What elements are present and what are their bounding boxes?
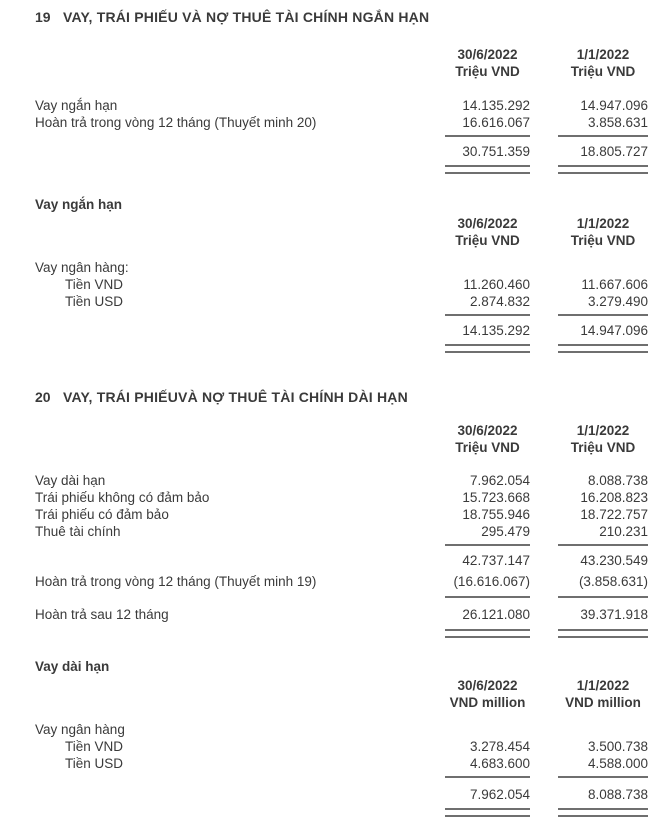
subsection-title-row — [35, 658, 648, 675]
row-label: Tiền USD — [65, 294, 124, 309]
total-value-col2: 14.947.096 — [580, 323, 648, 338]
row-value-col2: 3.279.490 — [587, 294, 648, 309]
column-date: 1/1/2022 — [576, 47, 630, 62]
table-row — [35, 276, 648, 293]
row-label: Trái phiếu không có đảm bảo — [35, 490, 210, 505]
table-row — [35, 523, 648, 540]
section-title: VAY, TRÁI PHIẾUVÀ NỢ THUÊ TÀI CHÍNH DÀI HẠN — [63, 389, 408, 405]
total-value-col2: 39.371.918 — [580, 607, 648, 622]
row-value-col2: 11.667.606 — [581, 277, 648, 292]
group-label: Vay ngân hàng: — [35, 260, 129, 275]
total-value-col1: 7.962.054 — [469, 787, 530, 802]
group-label-row — [35, 259, 648, 276]
table-row — [35, 293, 648, 310]
double-rule — [35, 629, 648, 638]
table-row — [35, 738, 648, 755]
single-rule — [35, 776, 648, 778]
row-value-col2: (3.858.631) — [578, 574, 648, 589]
row-label: Tiền VND — [65, 739, 124, 754]
single-rule — [35, 135, 648, 137]
row-value-col1: 3.278.454 — [469, 739, 530, 754]
double-rule — [35, 344, 648, 353]
column-date: 1/1/2022 — [576, 423, 630, 438]
row-value-col2: 3.500.738 — [587, 739, 648, 754]
row-value-col2: 14.947.096 — [580, 98, 648, 113]
column-unit: VND million — [449, 695, 526, 710]
subtotal-row — [35, 552, 648, 569]
row-value-col1: 16.616.067 — [462, 115, 530, 130]
row-value-col1: 15.723.668 — [462, 490, 530, 505]
row-value-col2: 3.858.631 — [587, 115, 648, 130]
table-row — [35, 755, 648, 772]
subsection-title-row — [35, 196, 648, 213]
column-unit: Triệu VND — [455, 440, 520, 455]
row-value-col1: 295.479 — [481, 524, 530, 539]
row-label: Trái phiếu có đảm bảo — [35, 507, 169, 522]
column-unit: Triệu VND — [570, 233, 636, 248]
column-unit: Triệu VND — [455, 64, 520, 79]
row-value-col1: 2.874.832 — [469, 294, 530, 309]
subsection-title: Vay ngắn hạn — [35, 197, 123, 212]
column-date: 30/6/2022 — [457, 216, 518, 231]
single-rule — [35, 544, 648, 546]
total-value-col1: 26.121.080 — [462, 607, 530, 622]
single-rule — [35, 314, 648, 316]
row-label: Vay ngắn hạn — [35, 98, 118, 113]
table-row — [35, 573, 648, 590]
column-date: 30/6/2022 — [457, 47, 518, 62]
section-number: 19 — [35, 9, 51, 25]
total-value-col2: 18.805.727 — [580, 144, 648, 159]
subsection-title: Vay dài hạn — [35, 659, 110, 674]
double-rule — [35, 808, 648, 817]
row-value-col2: 16.208.823 — [580, 490, 648, 505]
total-value-col1: 14.135.292 — [462, 323, 530, 338]
row-value-col2: 4.588.000 — [587, 756, 648, 771]
row-value-col2: 210.231 — [599, 524, 648, 539]
row-label: Hoàn trả trong vòng 12 tháng (Thuyết minh 19) — [35, 574, 317, 589]
section-20-header — [35, 388, 648, 406]
column-headers — [35, 677, 648, 711]
table-row — [35, 114, 648, 131]
group-label: Vay ngân hàng — [35, 722, 125, 737]
table-row — [35, 472, 648, 489]
row-value-col1: 18.755.946 — [462, 507, 530, 522]
total-row — [35, 143, 648, 160]
section-19-header — [35, 8, 648, 26]
single-rule — [35, 596, 648, 598]
column-headers — [35, 46, 648, 80]
column-unit: Triệu VND — [455, 233, 520, 248]
column-unit: Triệu VND — [570, 64, 636, 79]
row-value-col1: 11.260.460 — [463, 277, 530, 292]
column-headers — [35, 422, 648, 456]
group-label-row — [35, 721, 648, 738]
table-row — [35, 97, 648, 114]
subtotal-value-col2: 43.230.549 — [580, 553, 648, 568]
row-label: Hoàn trả sau 12 tháng — [35, 607, 169, 622]
section-title: VAY, TRÁI PHIẾU VÀ NỢ THUÊ TÀI CHÍNH NGẮN HẠN — [63, 9, 430, 25]
column-date: 1/1/2022 — [576, 216, 630, 231]
row-label: Thuê tài chính — [35, 524, 121, 539]
row-value-col1: 14.135.292 — [462, 98, 530, 113]
total-value-col1: 30.751.359 — [462, 144, 530, 159]
column-unit: VND million — [565, 695, 641, 710]
net-total-row — [35, 606, 648, 623]
total-row — [35, 322, 648, 339]
column-unit: Triệu VND — [570, 440, 636, 455]
column-headers — [35, 215, 648, 249]
column-date: 30/6/2022 — [457, 423, 518, 438]
row-label: Tiền VND — [65, 277, 124, 292]
table-row — [35, 506, 648, 523]
column-date: 1/1/2022 — [576, 678, 630, 693]
total-value-col2: 8.088.738 — [587, 787, 648, 802]
row-label: Hoàn trả trong vòng 12 tháng (Thuyết minh 20) — [35, 115, 317, 130]
row-label: Vay dài hạn — [35, 473, 106, 488]
row-value-col2: 8.088.738 — [587, 473, 648, 488]
row-value-col1: 7.962.054 — [469, 473, 530, 488]
total-row — [35, 786, 648, 803]
subtotal-value-col1: 42.737.147 — [462, 553, 530, 568]
row-value-col1: 4.683.600 — [469, 756, 530, 771]
row-value-col1: (16.616.067) — [453, 574, 530, 589]
double-rule — [35, 165, 648, 174]
row-value-col2: 18.722.757 — [580, 507, 648, 522]
section-number: 20 — [35, 389, 51, 405]
column-date: 30/6/2022 — [457, 678, 518, 693]
row-label: Tiền USD — [65, 756, 124, 771]
table-row — [35, 489, 648, 506]
